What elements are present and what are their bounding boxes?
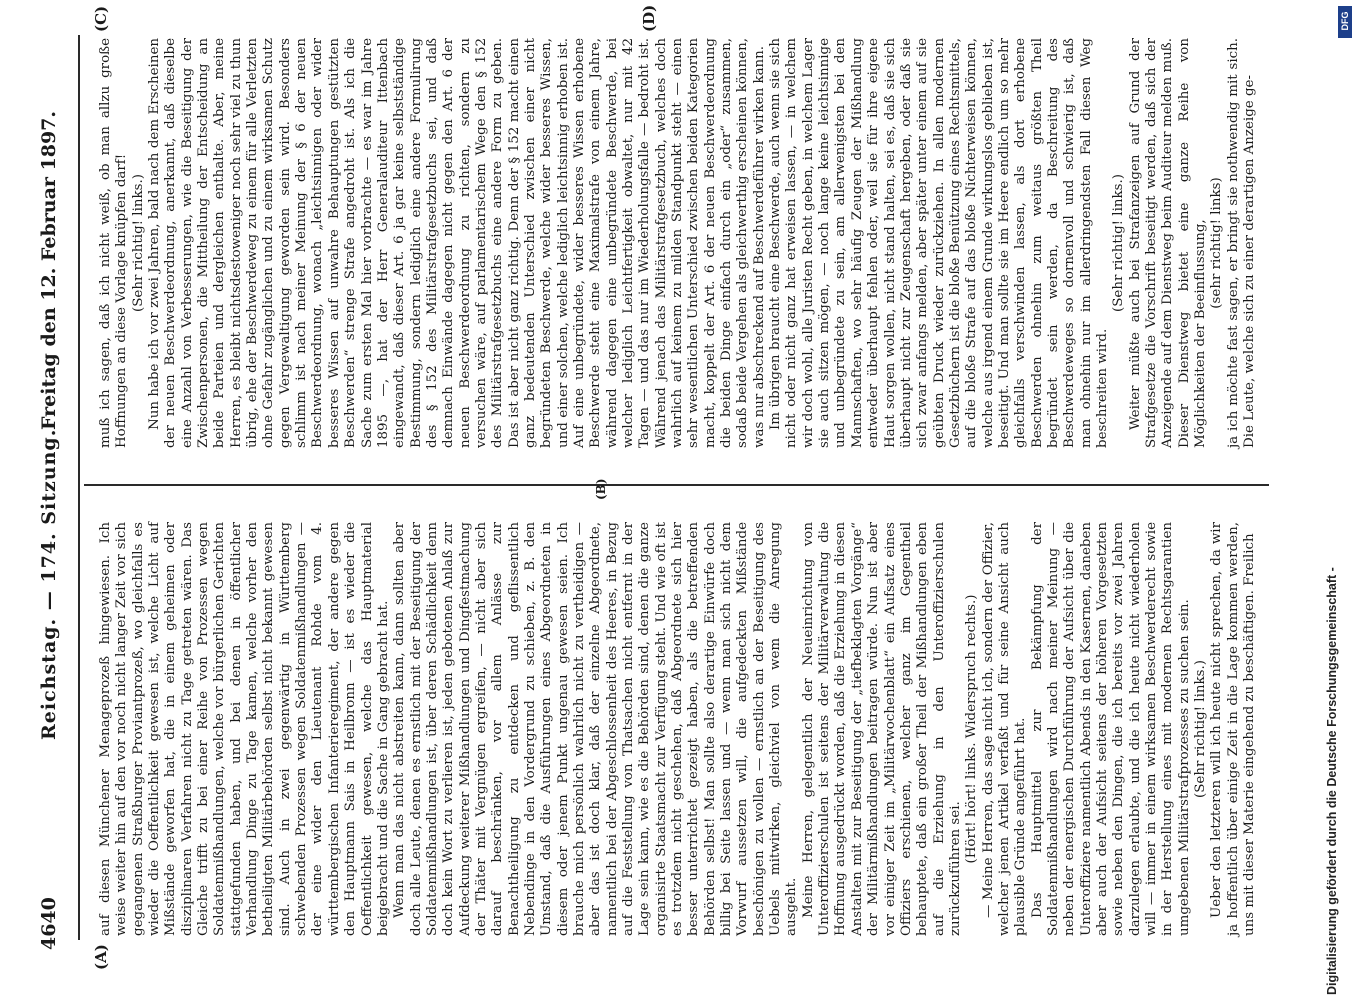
interjection: (Sehr richtig! links.) (1111, 174, 1127, 312)
paragraph: Das Hauptmittel zur Bekämpfung der Soldatenmißhandlungen wird nach meiner Meinung — neben der energischen Durchführung der Aufsicht über die Unteroffiziere namentlich Abends in den Kasernen, daneben aber auch der Aufsicht seitens der höheren Vorgesetzten sowie neben den Dingen, die ich bereits vor zwei Jahren darzulegen erlaubte, und die ich heute nicht wiederholen will — immer in einem wirksamen Beschwerderecht sowie in der Herstellung eines mit modernen Rechtsgarantien umgebenen Militärstrafprozesses zu suchen sein. (1029, 522, 1192, 936)
text-column-left (98, 522, 1258, 936)
dfg-logo-icon: DFG (1338, 6, 1352, 38)
paragraph: auf diesen Münchener Menageprozeß hingewiesen. Ich weise weiter hin auf den vor noch nicht langer Zeit vor sich gegangenen Straßburger Proviantprozeß, wo gleichfalls es wieder die Oeffentlichkeit gewesen ist, welche Licht auf Mißstände geworfen hat, die in einem geheimen oder disziplinaren Verfahren nicht zu Tage getreten wären. Das Gleiche trifft zu bei einer Reihe von Prozessen wegen Soldatenmißhandlungen, welche vor bürgerlichen Gerichten stattgefunden haben, und bei denen in öffentlicher Verhandlung Dinge zu Tage kamen, welche vorher den betheiligten Militärbehörden selbst nicht bekannt gewesen sind. Auch in zwei gegenwärtig in Württemberg schwebenden Prozessen wegen Soldatenmißhandlungen — der eine wider den Lieutenant Rohde vom 4. württembergischen Infanterieregiment, der andere gegen den Hauptmann Sais in Heilbronn — ist es wieder die Oeffentlichkeit gewesen, welche das Hauptmaterial beigebracht und die Sache in Gang gebracht hat. (98, 522, 391, 936)
interjection: (sehr richtig! links) (1209, 177, 1225, 309)
header-right-title: Freitag den 12. Februar 1897. (38, 110, 60, 430)
paragraph: Meine Herren, gelegentlich der Neueinrichtung von Unteroffizierschulen ist seitens der Militärverwaltung die Hoffnung ausgedrückt worden, daß die Erziehung in diesen Anstalten mit zur Beseitigung der „tiefbeklagten Vorgänge“ der Militärmißhandlungen beitragen würde. Nun ist aber vor einiger Zeit im „Militärwochenblatt“ ein Aufsatz eines Offiziers erschienen, welcher ganz im Gegentheil behauptete, daß ein großer Theil der Mißhandlungen eben auf die Erziehung in den Unteroffizierschulen zurückzuführen sei. (800, 522, 963, 936)
paragraph: Ueber den letzteren will ich heute nicht sprechen, da wir ja hoffentlich über einige Zeit in die Lage kommen werden, uns mit dieser Materie eingehend zu beschäftigen. Freilich (1209, 522, 1258, 936)
paragraph: ja ich möchte fast sagen, er bringt sie nothwendig mit sich. Die Leute, welche sich zu einer derartigen Anzeige ge- (1225, 38, 1258, 448)
paragraph: Nun habe ich vor zwei Jahren, bald nach dem Erscheinen der neuen Beschwerdeordnung, anerkannt, daß dieselbe eine Anzahl von Verbesserungen, wie die Beseitigung der Zwischenpersonen, die Mittheilung der Entscheidung an beide Parteien und dergleichen enthalte. Aber, meine Herren, es bleibt nichtsdestoweniger noch sehr viel zu thun übrig, ehe der Beschwerdeweg zu einem für alle Verletzten ohne Gefahr zugänglichen und zu einem wirksamen Schutz gegen Vergewaltigung geworden sein wird. Besonders schlimm ist nach meiner Meinung der § 6 der neuen Beschwerdeordnung, wonach „leichtsinnigen oder wider besseres Wissen auf unwahre Behauptungen gestützten Beschwerden“ strenge Strafe angedroht ist. Als ich die Sache zum ersten Mal hier vorbrachte — es war im Jahre 1895 —, hat der Herr Generalauditeur Ittenbach eingewandt, daß dieser Art. 6 ja gar keine selbstständige Bestimmung, sondern lediglich eine andere Formulirung des § 152 des Militärstrafgesetzbuchs sei, und daß demnach Einwände dagegen nicht gegen den Art. 6 der neuen Beschwerdeordnung zu richten, sondern zu versuchen wäre, auf parlamentarischem Wege den § 152 des Militärstrafgesetzbuchs eine andere Form zu geben. Das ist aber nicht ganz richtig. Denn der § 152 macht einen ganz bedeutenden Unterschied zwischen einer nicht begründeten Beschwerde, welche wider besseres Wissen, und einer solchen, welche lediglich leichtsinnig erhoben ist. Auf eine unbegründete, wider besseres Wissen erhobene Beschwerde steht eine Maximalstrafe von einem Jahre, während dagegen eine unbegründete Beschwerde, bei welcher lediglich Leichtfertigkeit obwaltet, nur mit 42 Tagen — und das nur im Wiederholungsfalle — bedroht ist. Während jenach das Militärstrafgesetzbuch, welches doch wahrlich auf keinem zu milden Standpunkt steht — einen sehr wesentlichen Unterschied zwischen beiden Kategorien macht, koppelt der Art. 6 der neuen Beschwerdeordnung die beiden Dinge einfach durch ein „oder“ zusammen, sodaß beide Vergehen als gleichwerthig erscheinen können, was nur abschreckend auf Beschwerdeführer wirken kann. (147, 38, 767, 448)
text-column-right (98, 38, 1258, 448)
page-number: 4640 (38, 897, 60, 950)
interjection: (Sehr richtig! links.) (1193, 660, 1209, 798)
paragraph: muß ich sagen, daß ich nicht weiß, ob man allzu große Hoffnungen an diese Vorlage knüpfen darf! (98, 38, 130, 448)
header-left-title: Reichstag. — 174. Sitzung. (38, 428, 60, 740)
interjection: (Sehr richtig! links.) (130, 174, 146, 312)
header-rule (78, 35, 80, 940)
margin-marker-a: (A) (92, 944, 110, 970)
margin-marker-d: (D) (640, 4, 658, 32)
paragraph: — Meine Herren, das sage nicht ich, sondern der Offizier, welcher jenen Artikel verfaßt und für seine Ansicht auch plausible Gründe angeführt hat. (980, 522, 1029, 936)
paragraph: Im übrigen braucht eine Beschwerde, auch wenn sie sich nicht oder nicht ganz hat erweisen lassen, — in welchem wir doch wohl, alle Juristen Recht geben, in welchem Lager sie auch sitzen mögen, — noch lange keine leichtsinnige und unbegründete zu sein, am allerwenigsten bei den Mannschaften, wo sehr häufig Zeugen der Mißhandlung entweder überhaupt fehlen oder, weil sie für ihre eigene Haut sorgen wollen, nicht stand halten, sei es, daß sie sich überhaupt nicht zur Zeugenschaft hergeben, oder daß sie sich zwar anfangs melden, aber später unter einem auf sie geübten Druck wieder zurückziehen. In allen modernen Gesetzbüchern ist die bloße Benützung eines Rechtsmittels, auf die bloße Strafe auf das bloße Nichterweisen können, welche aus irgend einem Grunde wirkungslos geblieben ist, beseitigt. Und man sollte sie im Heere endlich um so mehr gleichfalls verschwinden lassen, als dort erhobene Beschwerden ohnehin zum weitaus größten Theil begründet sein werden, da Beschreitung des Beschwerdeweges so dornenvoll und schwierig ist, daß man ohnehin nur im allerdringendsten Fall diesen Weg beschreiten wird. (768, 38, 1110, 448)
interjection: (Hört! hört! links. Widerspruch rechts.) (964, 594, 980, 864)
digitization-credit: Digitalisierung gefördert durch die Deutsche Forschungsgemeinschaft - (1325, 567, 1339, 995)
margin-marker-b: (B) (594, 478, 608, 500)
paragraph: Wenn man das nicht abstreiten kann, dann sollten aber doch alle Leute, denen es ernstlich mit der Beseitigung der Soldatenmißhandlungen ist, über deren Schädlichkeit denn doch kein Wort zu verlieren ist, jeden gebotenen Anlaß zur Aufdeckung weiterer Mißhandlungen und Dingfestmachung der Thäter mit Vergnügen ergreifen, — nicht aber sich darauf beschränken, vor allem Anlässe zur Benachtheiligung zu entdecken und geflissentlich Nebendinge in den Vordergrund zu schieben, z. B. den Umstand, daß die Ausführungen eines Abgeordneten in diesem oder jenem Punkt ungenau gewesen seien. Ich brauche mich persönlich wahrlich nicht zu vertheidigen — aber das ist doch klar, daß der einzelne Abgeordnete, namentlich bei der Abgeschlossenheit des Heeres, in Bezug auf die Feststellung von Thatsachen nicht entfernt in der Lage sein kann, wie es die Behörden sind, denen die ganze organisirte Staatsmacht zur Verfügung steht. Und wie oft ist es trotzdem nicht geschehen, daß Abgeordnete sich hier besser unterrichtet gezeigt haben, als die betreffenden Behörden selbst! Man sollte also derartige Einwürfe doch billig bei Seite lassen und — wenn man sich nicht dem Vorwurf aussetzen will, die aufgedeckten Mißstände beschönigen zu wollen — ernstlich an der Beseitigung des Uebels mitwirken, gleichviel von wem die Anregung ausgeht. (392, 522, 800, 936)
paragraph: Weiter müßte auch bei Strafanzeigen auf Grund der Strafgesetze die Vorschrift beseitigt werden, daß sich der Anzeigende auf dem Dienstweg beim Auditeur melden muß. Dieser Dienstweg bietet eine ganze Reihe von Möglichkeiten der Beeinflussung, (1127, 38, 1209, 448)
column-divider (84, 485, 1269, 487)
margin-marker-c: (C) (92, 5, 110, 32)
